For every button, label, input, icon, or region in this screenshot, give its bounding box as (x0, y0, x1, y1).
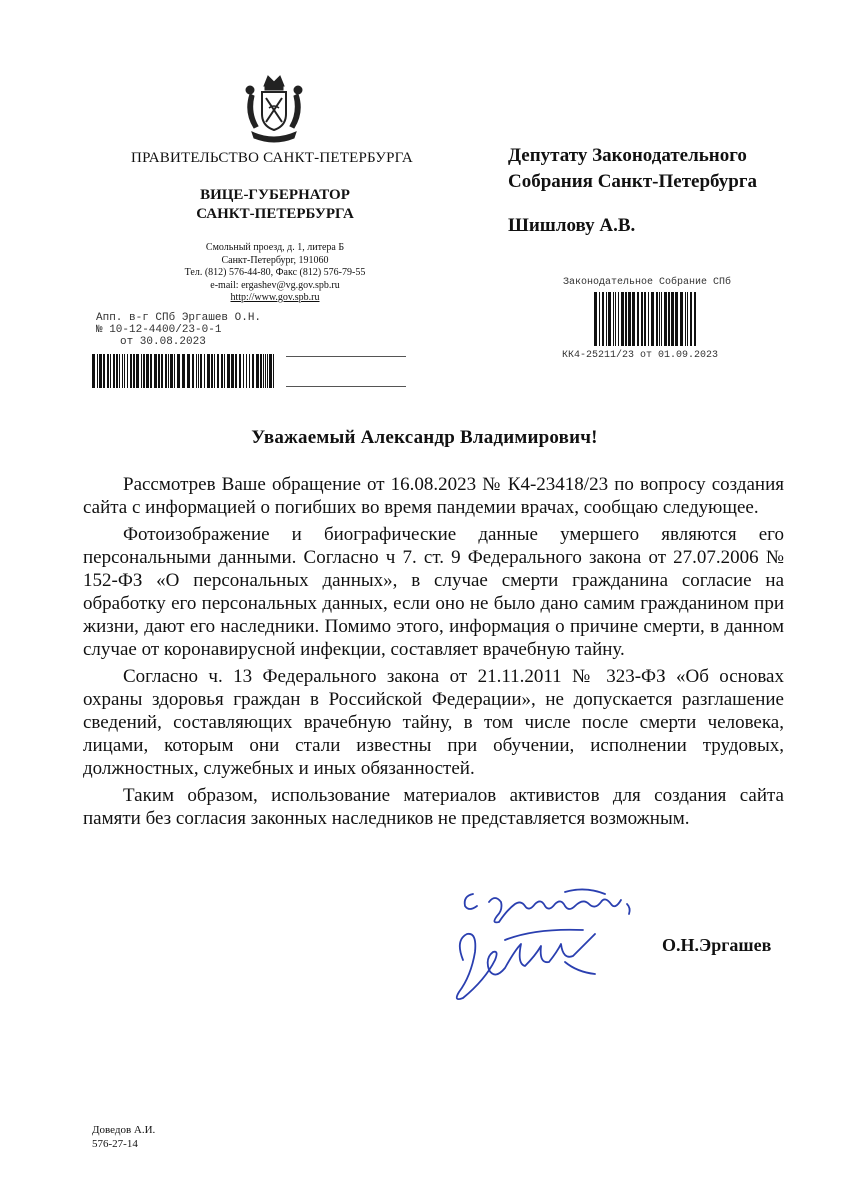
greeting: Уважаемый Александр Владимирович! (251, 427, 598, 448)
incoming-barcode (594, 292, 698, 346)
blank-line (286, 356, 406, 357)
email[interactable]: e-mail: ergashev@vg.gov.spb.ru (210, 279, 340, 291)
title-line-1: ВИЦЕ-ГУБЕРНАТОР (200, 187, 350, 203)
paragraph-3: Согласно ч. 13 Федерального закона от 21.11.2011 № 323-ФЗ «Об основах охраны здоровья граждан в Российской Федерации», не допускается разглашение сведений, составляющих врачебную тайну, в том числе после смерти человека, лицами, которым они стали известны при обучении, исполнении трудовых, должностных, служебных и иных обязанностей. (83, 666, 784, 779)
title-line-2: САНКТ-ПЕТЕРБУРГА (196, 206, 354, 222)
address-line-1: Смольный проезд, д. 1, литера Б (205, 242, 345, 253)
addressee-line-1: Депутату Законодательного (508, 145, 747, 166)
executor-block (92, 1123, 155, 1151)
reg-line-1: Апп. в-г СПб Эргашев О.Н. (96, 312, 262, 324)
executor-phone: 576-27-14 (92, 1138, 138, 1150)
contact-block (150, 242, 400, 305)
paragraph-2: Фотоизображение и биографические данные умершего являются его персональными данными. Согласно ч 7. ст. 9 Федерального закона от 27.07.2006 № 152-ФЗ «О персональных данных», в случае смерти гражданина согласие на обработку его персональных данных, если оно не было дано самим гражданином при жизни, дают его наследники. Помимо этого, информация о причине смерти, в данном случае от коронавирусной инфекции, составляет врачебную тайну. (83, 524, 784, 660)
blank-line (286, 386, 406, 387)
government-name: ПРАВИТЕЛЬСТВО САНКТ-ПЕТЕРБУРГА (131, 150, 413, 166)
vice-governor-title (150, 186, 400, 224)
addressee-block (508, 143, 828, 195)
letter-body (83, 473, 784, 834)
signer-name: О.Н.Эргашев (662, 935, 772, 955)
incoming-stamp-org: Законодательное Собрание СПб (563, 277, 732, 288)
outgoing-registration-stamp (96, 312, 286, 348)
paragraph-4: Таким образом, использование материалов активистов для создания сайта памяти без согласия законных наследников не представляется возможным. (83, 785, 784, 829)
website-link[interactable]: http://www.gov.spb.ru (230, 292, 320, 303)
handwritten-signature (445, 880, 665, 1015)
phone-fax: Тел. (812) 576-44-80, Факс (812) 576-79-55 (184, 267, 366, 278)
incoming-stamp-number: КК4-25211/23 от 01.09.2023 (562, 350, 719, 361)
coat-of-arms-icon (236, 72, 312, 148)
reg-line-2: № 10-12-4400/23-0-1 (96, 324, 222, 336)
paragraph-1: Рассмотрев Ваше обращение от 16.08.2023 № К4-23418/23 по вопросу создания сайта с информацией о погибших во время пандемии врачах, сообщаю следующее. (83, 474, 784, 518)
executor-name: Доведов А.И. (92, 1124, 156, 1136)
reg-line-3: от 30.08.2023 (120, 336, 206, 348)
outgoing-barcode (92, 354, 278, 388)
addressee-name: Шишлову А.В. (508, 215, 636, 236)
address-line-2: Санкт-Петербург, 191060 (221, 254, 329, 266)
addressee-line-2: Собрания Санкт-Петербурга (508, 171, 758, 192)
